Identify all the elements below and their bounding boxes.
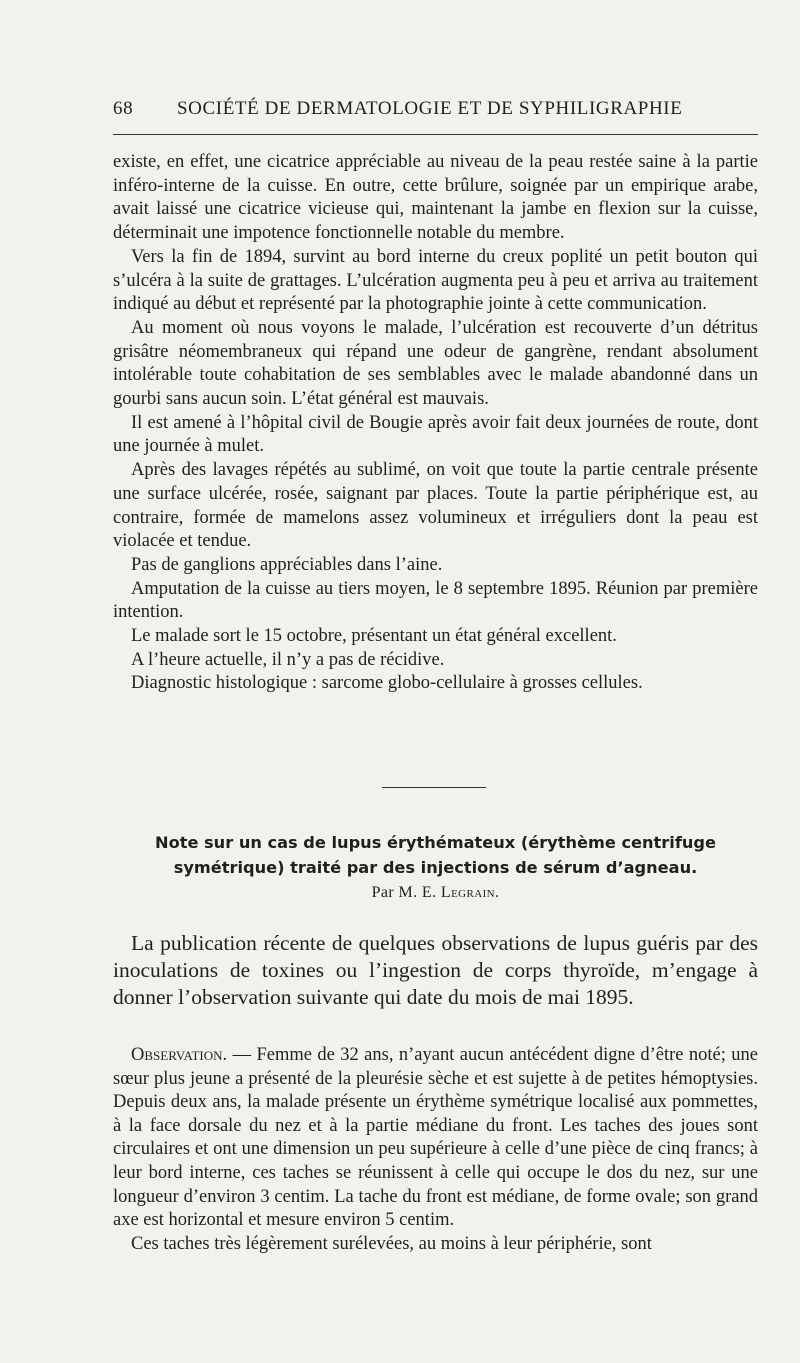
observation-label: Observation.: [131, 1045, 228, 1065]
case-report-text: [113, 151, 758, 696]
paragraph: [113, 1044, 758, 1233]
paragraph: Après des lavages répétés au sublimé, on voit que toute la partie centrale présente une surface ulcérée, rosée, saignant par places. Toute la partie périphérique est, au contraire, formée de mamelons assez volumineux et irréguliers dont la peau est violacée et tendue.: [113, 460, 758, 552]
paragraph: A l’heure actuelle, il n’y a pas de récidive.: [131, 649, 445, 670]
byline-prefix: Par M. E.: [371, 884, 441, 901]
paragraph: Ces taches très légèrement surélevées, au moins à leur périphérie, sont: [131, 1233, 652, 1254]
paragraph: La publication récente de quelques observations de lupus guéris par des inoculations de toxines ou l’ingestion de corps thyroïde, m’engage à donner l’observation suivante qui date du mois de mai 1895.: [113, 931, 758, 1009]
paragraph: Amputation de la cuisse au tiers moyen, le 8 septembre 1895. Réunion par première intention.: [113, 578, 758, 623]
article-title: Note sur un cas de lupus érythémateux (érythème centrifuge symétrique) traité par des injections de sérum d’agneau.: [155, 833, 716, 877]
lead-paragraph: [113, 930, 758, 1011]
paragraph: Pas de ganglions appréciables dans l’aine.: [131, 554, 443, 575]
paragraph: Le malade sort le 15 octobre, présentant un état général excellent.: [131, 626, 617, 647]
paragraph: Diagnostic histologique : sarcome globo-cellulaire à grosses cellules.: [131, 673, 643, 694]
observation-body: — Femme de 32 ans, n’ayant aucun antécédent digne d’être noté; une sœur plus jeune a présenté de la pleurésie sèche et est sujette à de petites hémoptysies. Depuis deux ans, la malade présente un érythème symétrique localisé aux pommettes, à la face dorsale du nez et à la partie médiane du front. Les taches des joues sont circulaires et ont une dimension un peu supérieure à celle d’une pièce de cinq francs; à leur bord interne, ces taches se réunissent à celle qui occupe le dos du nez, sur une longueur d’environ 3 centim. La tache du front est médiane, de forme ovale; son grand axe est horizontal et mesure environ 5 centim.: [113, 1045, 758, 1231]
running-header: [113, 96, 758, 126]
section-separator: [382, 787, 486, 788]
header-rule: [113, 134, 758, 135]
paragraph: existe, en effet, une cicatrice appréciable au niveau de la peau restée saine à la partie inféro-interne de la cuisse. En outre, cette brûlure, soignée par un empirique arabe, avait laissé une cicatrice vicieuse qui, maintenant la jambe en flexion sur la cuisse, déterminait une impotence fonctionnelle notable du membre.: [113, 152, 758, 244]
byline-author: Legrain.: [440, 884, 500, 901]
paragraph: Il est amené à l’hôpital civil de Bougie après avoir fait deux journées de route, dont une journée à mulet.: [113, 412, 758, 457]
paragraph: Vers la fin de 1894, survint au bord interne du creux poplité un petit bouton qui s’ulcéra à la suite de grattages. L’ulcération augmenta peu à peu et arriva au traitement indiqué au début et représenté par la photographie jointe à cette communication.: [113, 246, 758, 315]
page-number: 68: [113, 98, 134, 119]
running-title: SOCIÉTÉ DE DERMATOLOGIE ET DE SYPHILIGRAPHIE: [177, 98, 683, 119]
observation-text: [113, 1044, 758, 1256]
paragraph: Au moment où nous voyons le malade, l’ulcération est recouverte d’un détritus grisâtre néomembraneux qui répand une odeur de gangrène, rendant absolument intolérable toute cohabitation de ses semblables avec le malade abandonné dans un gourbi sans aucun soin. L’état général est mauvais.: [113, 317, 758, 410]
article-byline: [113, 884, 758, 902]
